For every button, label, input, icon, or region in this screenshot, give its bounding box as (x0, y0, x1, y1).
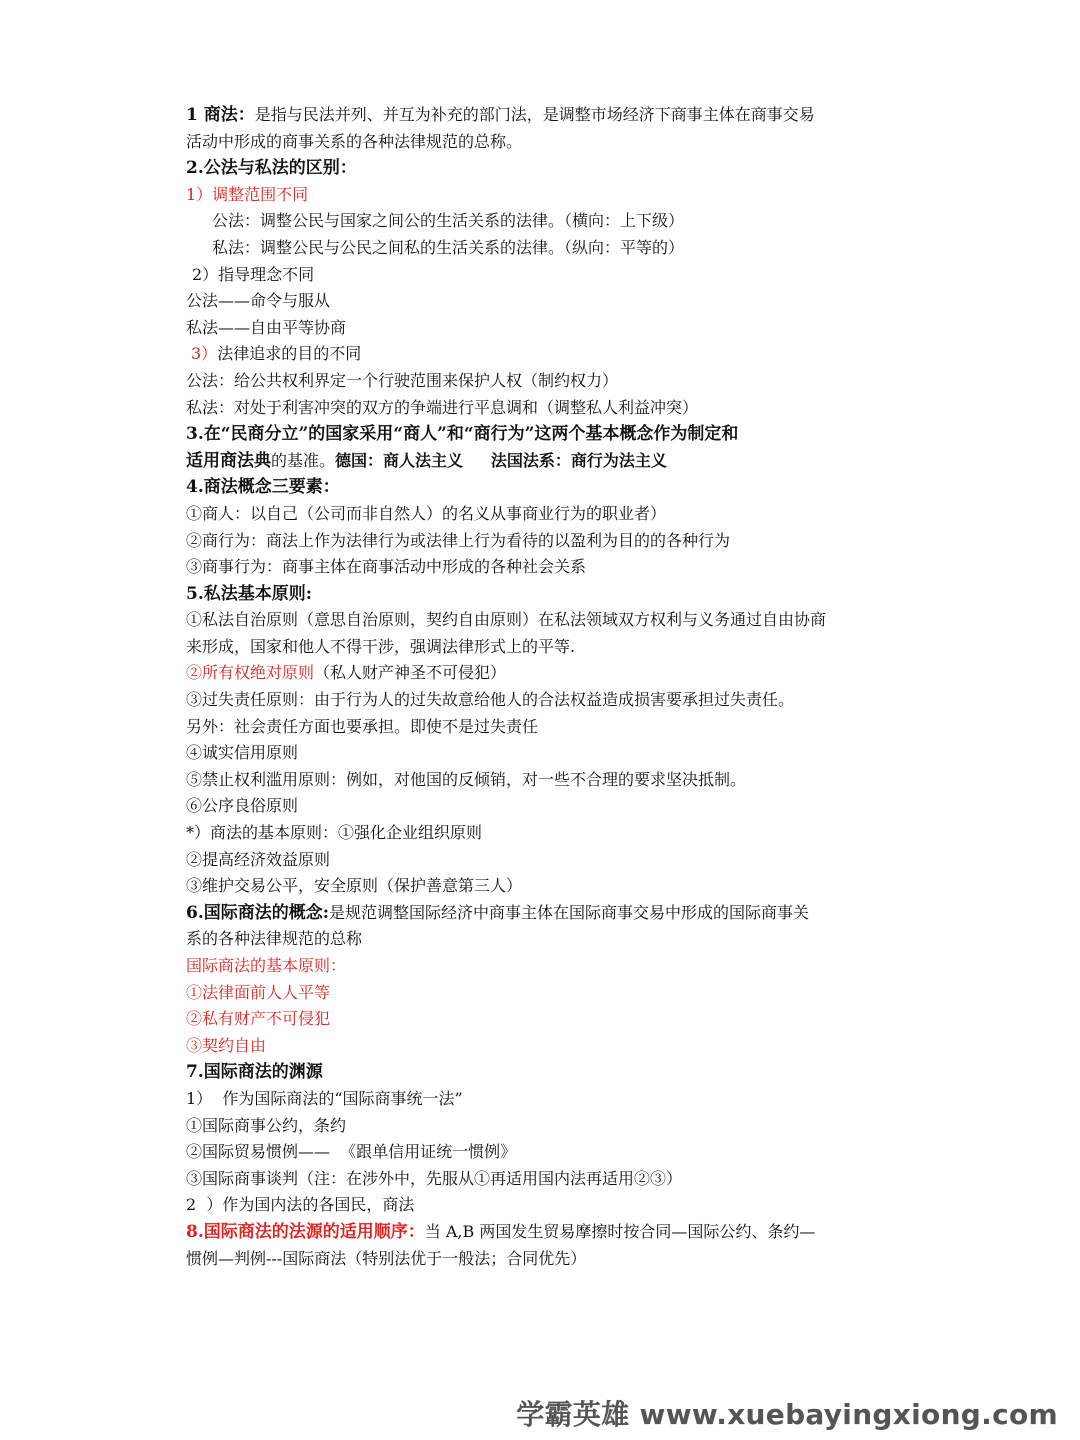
section-4-item: ③商事行为：商事主体在商事活动中形成的各种社会关系 (186, 557, 587, 577)
section-1-text-cont: 活动中形成的商事关系的各种法律规范的总称。 (186, 131, 523, 151)
section-2-item-3-num: 3） (191, 344, 218, 364)
section-1-heading: 1 商法： (186, 105, 255, 125)
section-6-text: 是规范调整国际经济中商事主体在国际商事交易中形成的国际商事关 (329, 902, 810, 922)
section-6-heading: 6.国际商法的概念: (186, 902, 330, 923)
section-7-line: 1） 作为国际商法的“国际商事统一法” (186, 1088, 463, 1108)
section-2-item-2-private: 私法——自由平等协商 (186, 317, 347, 337)
watermark: 学霸英雄 www.xuebayingxiong.com (516, 1398, 1058, 1431)
section-3-heading: 3.在“民商分立”的国家采用“商人”和“商行为”这两个基本概念作为制定和 (186, 424, 739, 445)
section-5-heading: 5.私法基本原则: (186, 583, 313, 604)
section-6 (186, 900, 898, 927)
section-7-line: ①国际商事公约，条约 (186, 1115, 347, 1135)
section-8-text: 当 A,B 两国发生贸易摩擦时按合同—国际公约、条约— (424, 1221, 816, 1241)
section-3-text: 的基准。 (271, 450, 336, 470)
section-8-heading: 8.国际商法的法源的适用顺序： (186, 1221, 425, 1242)
section-7-line: 2 ）作为国内法的各国民，商法 (186, 1195, 415, 1215)
section-5-principle-3: ③过失责任原则：由于行为人的过失故意给他人的合法权益造成损害要承担过失责任。 (186, 690, 795, 710)
section-7-heading: 7.国际商法的渊源 (186, 1062, 323, 1083)
section-8-text-cont: 惯例—判例---国际商法（特别法优于一般法；合同优先） (186, 1248, 587, 1268)
section-6-text-cont: 系的各种法律规范的总称 (186, 929, 363, 949)
section-5-principle-3-note: 另外：社会责任方面也要承担。即使不是过失责任 (186, 716, 539, 736)
section-5-principle-5: ⑤禁止权利滥用原则：例如，对他国的反倾销，对一些不合理的要求坚决抵制。 (186, 769, 747, 789)
section-1-text: 是指与民法并列、并互为补充的部门法，是调整市场经济下商事主体在商事交易 (254, 105, 815, 124)
section-2-item-3 (186, 341, 898, 368)
section-5-commercial-1: *）商法的基本原则：①强化企业组织原则 (186, 823, 483, 843)
section-2-item-1-public: 公法：调整公民与国家之间公的生活关系的法律。（横向：上下级） (212, 211, 685, 231)
section-2-item-1-private: 私法：调整公民与公民之间私的生活关系的法律。（纵向：平等的） (212, 237, 685, 257)
section-5-commercial-3: ③维护交易公平，安全原则（保护善意第三人） (186, 876, 523, 896)
section-5-principle-2 (186, 660, 898, 687)
section-7-line: ②国际贸易惯例—— 《跟单信用证统一惯例》 (186, 1142, 517, 1162)
section-5-principle-6: ⑥公序良俗原则 (186, 796, 299, 816)
section-3-heading-cont: 适用商法典 (186, 450, 271, 471)
section-6-principle: ①法律面前人人平等 (186, 982, 331, 1002)
section-2-item-1: 1）调整范围不同 (186, 184, 309, 204)
section-4-item: ②商行为：商法上作为法律行为或法律上行为看待的以盈利为目的的各种行为 (186, 530, 731, 550)
section-4-heading: 4.商法概念三要素： (186, 477, 340, 498)
section-5-commercial-2: ②提高经济效益原则 (186, 849, 331, 869)
section-8 (186, 1219, 898, 1246)
section-5-principle-1-cont: 来形成，国家和他人不得干涉，强调法律形式上的平等. (186, 636, 576, 656)
section-2-item-3-private: 私法：对处于利害冲突的双方的争端进行平息调和（调整私人利益冲突） (186, 397, 699, 417)
section-5-principle-2-text: （私人财产神圣不可侵犯） (314, 663, 507, 683)
section-1 (186, 102, 898, 129)
document-body (186, 102, 898, 1272)
section-2-item-2: 2）指导理念不同 (192, 264, 315, 284)
section-3-line-2 (186, 448, 898, 475)
section-6-principle: ③契约自由 (186, 1035, 267, 1055)
section-4-item: ①商人：以自己（公司而非自然人）的名义从事商业行为的职业者） (186, 503, 667, 523)
section-7-line: ③国际商事谈判（注：在涉外中，先服从①再适用国内法再适用②③） (186, 1168, 683, 1188)
section-2-item-3-public: 公法：给公共权利界定一个行驶范围来保护人权（制约权力） (186, 370, 619, 390)
section-6-principle: ②私有财产不可侵犯 (186, 1009, 331, 1029)
section-5-principle-1: ①私法自治原则（意思自治原则，契约自由原则）在私法领域双方权利与义务通过自由协商 (186, 610, 827, 630)
section-2-item-3-text: 法律追求的目的不同 (217, 344, 362, 364)
section-2-heading: 2.公法与私法的区别： (186, 158, 357, 179)
section-6-principles-title: 国际商法的基本原则： (186, 956, 347, 975)
section-2-item-2-public: 公法——命令与服从 (186, 291, 331, 311)
section-5-principle-2-title: ②所有权绝对原则 (186, 663, 315, 683)
section-5-principle-4: ④诚实信用原则 (186, 743, 299, 763)
section-3-tail: 德国：商人法主义 法国法系：商行为法主义 (335, 450, 667, 470)
